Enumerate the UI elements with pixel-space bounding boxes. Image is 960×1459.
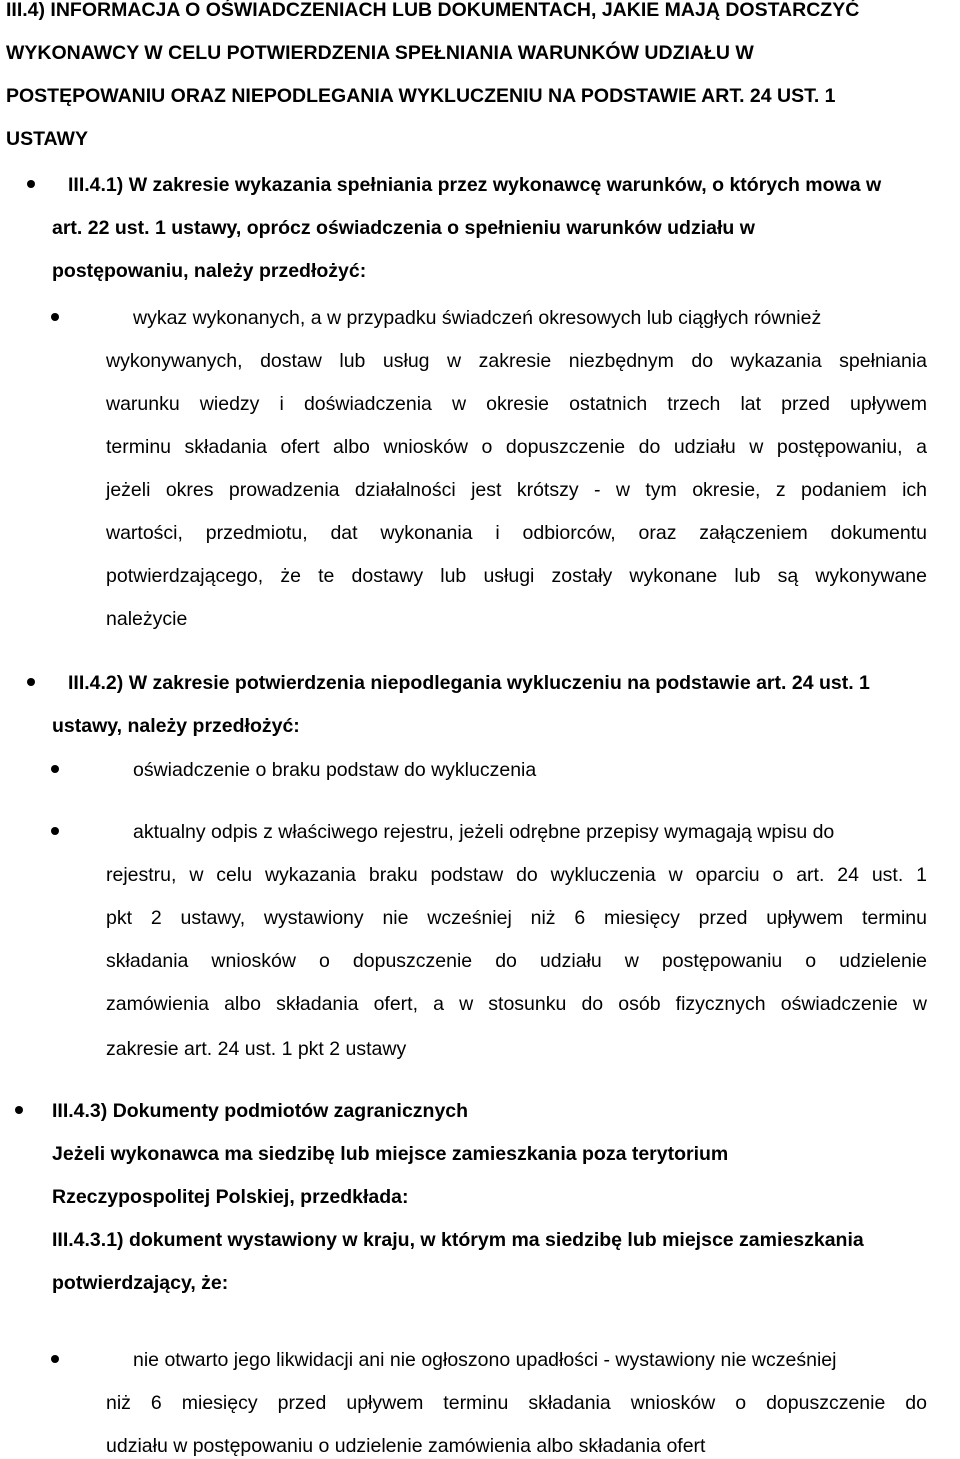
heading-line-2: WYKONAWCY W CELU POTWIERDZENIA SPEŁNIANIA WARUNKÓW UDZIAŁU W [6, 42, 754, 64]
s1-item-line-1: wykaz wykonanych, a w przypadku świadczeń okresowych lub ciągłych również [133, 307, 822, 329]
section-3-line-3: III.4.3.1) dokument wystawiony w kraju, w którym ma siedzibę lub miejsce zamieszkania [52, 1229, 864, 1251]
section-2-title-line-2: ustawy, należy przedłożyć: [52, 715, 300, 737]
s2-item-2-line-4: składania wniosków o dopuszczenie do udziału w postępowaniu o udzielenie [106, 950, 927, 972]
s2-item-2-line-5: zamówienia albo składania ofert, a w stosunku do osób fizycznych oświadczenie w [106, 993, 927, 1015]
s1-item-line-3: warunku wiedzy i doświadczenia w okresie ostatnich trzech lat przed upływem [106, 393, 927, 415]
bullet-icon [51, 313, 59, 321]
section-1-title-line-1: III.4.1) W zakresie wykazania spełniania przez wykonawcę warunków, o których mowa w [68, 174, 882, 196]
section-1-title-line-2: art. 22 ust. 1 ustawy, oprócz oświadczenia o spełnieniu warunków udziału w [52, 217, 755, 239]
s1-item-line-4: terminu składania ofert albo wniosków o dopuszczenie do udziału w postępowaniu, a [106, 436, 927, 458]
section-3-title: III.4.3) Dokumenty podmiotów zagranicznych [52, 1100, 469, 1122]
s1-item-line-6: wartości, przedmiotu, dat wykonania i odbiorców, oraz załączeniem dokumentu [106, 522, 927, 544]
section-1-title-line-3: postępowaniu, należy przedłożyć: [52, 260, 367, 282]
heading-line-1: III.4) INFORMACJA O OŚWIADCZENIACH LUB DOKUMENTACH, JAKIE MAJĄ DOSTARCZYĆ [6, 0, 860, 21]
bullet-icon [51, 1355, 59, 1363]
s1-item-line-8: należycie [106, 608, 188, 630]
bullet-icon [51, 765, 59, 773]
s2-item-2-line-2: rejestru, w celu wykazania braku podstaw do wykluczenia w oparciu o art. 24 ust. 1 [106, 864, 927, 886]
s1-item-line-7: potwierdzającego, że te dostawy lub usługi zostały wykonane lub są wykonywane [106, 565, 927, 587]
heading-line-4: USTAWY [6, 128, 88, 150]
section-2-title-line-1: III.4.2) W zakresie potwierdzenia niepodlegania wykluczeniu na podstawie art. 24 ust. 1 [68, 672, 870, 694]
bullet-icon [51, 827, 59, 835]
section-3-line-2: Rzeczypospolitej Polskiej, przedkłada: [52, 1186, 409, 1208]
bullet-icon [27, 180, 35, 188]
heading-line-3: POSTĘPOWANIU ORAZ NIEPODLEGANIA WYKLUCZENIU NA PODSTAWIE ART. 24 UST. 1 [6, 85, 836, 107]
s2-item-2-line-1: aktualny odpis z właściwego rejestru, jeżeli odrębne przepisy wymagają wpisu do [133, 821, 835, 843]
s2-item-2-line-3: pkt 2 ustawy, wystawiony nie wcześniej niż 6 miesięcy przed upływem terminu [106, 907, 927, 929]
s3-item-line-1: nie otwarto jego likwidacji ani nie ogłoszono upadłości - wystawiony nie wcześniej [133, 1349, 837, 1371]
s3-item-line-2: niż 6 miesięcy przed upływem terminu składania wniosków o dopuszczenie do [106, 1392, 927, 1414]
s1-item-line-5: jeżeli okres prowadzenia działalności jest krótszy - w tym okresie, z podaniem ich [106, 479, 927, 501]
s2-item-2-line-6: zakresie art. 24 ust. 1 pkt 2 ustawy [106, 1038, 407, 1060]
s1-item-line-2: wykonywanych, dostaw lub usług w zakresie niezbędnym do wykazania spełniania [106, 350, 927, 372]
section-3-line-1: Jeżeli wykonawca ma siedzibę lub miejsce zamieszkania poza terytorium [52, 1143, 729, 1165]
bullet-icon [27, 678, 35, 686]
s2-item-1: oświadczenie o braku podstaw do wykluczenia [133, 759, 537, 781]
s3-item-line-3: udziału w postępowaniu o udzielenie zamówienia albo składania ofert [106, 1435, 706, 1457]
section-3-line-4: potwierdzający, że: [52, 1272, 229, 1294]
bullet-icon [15, 1106, 23, 1114]
